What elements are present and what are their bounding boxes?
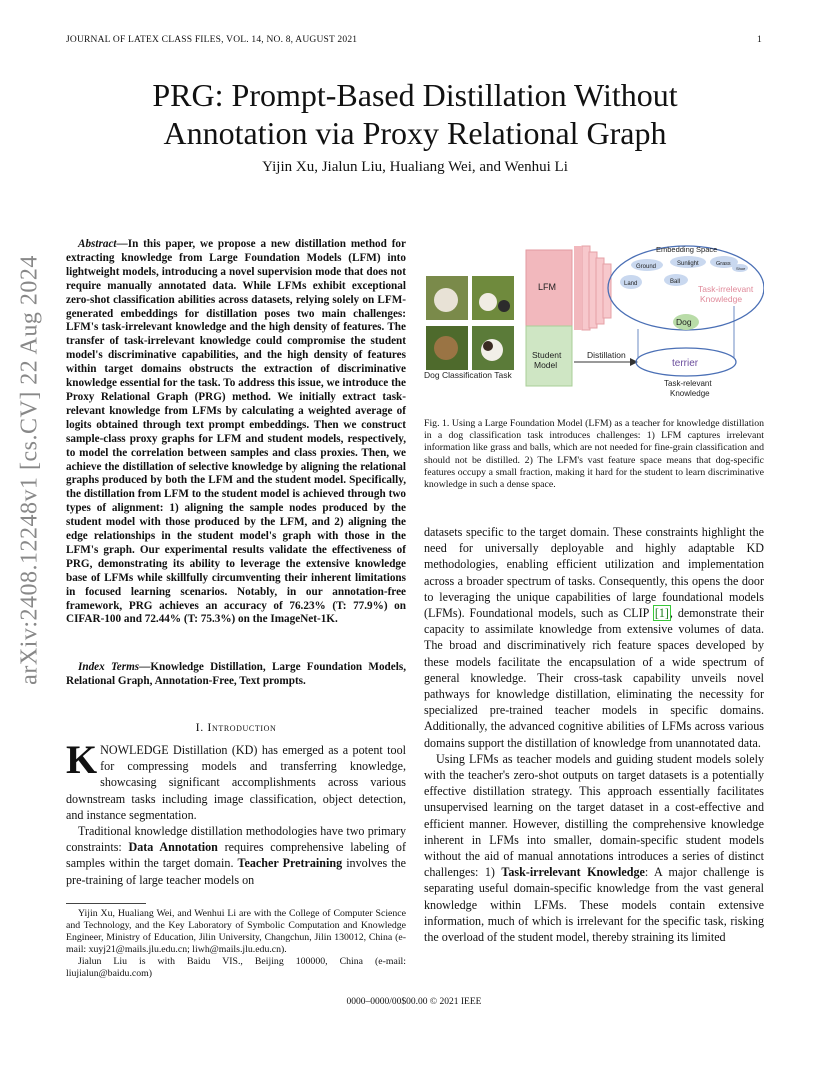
figure-1 bbox=[424, 240, 764, 405]
drop-cap: K bbox=[66, 737, 98, 782]
title-line-1: PRG: Prompt-Based Distillation Without bbox=[152, 77, 678, 113]
figure-caption bbox=[424, 418, 764, 491]
footnote-affiliation-1: Yijin Xu, Hualiang Wei, and Wenhui Li are with the College of Computer Science and Technology, and the Key Laboratory of Symbolic Computation and Knowledge Engineer, Ministry of Education, Jilin University, Changchun, Jilin 130012, China (e-mail: xuyj21@mails.jlu.edu.cn; liwh@mails.jlu.edu.cn). bbox=[66, 908, 406, 955]
footnotes bbox=[66, 908, 406, 980]
citation-link[interactable]: [1] bbox=[654, 606, 669, 621]
copyright-footer: 0000–0000/00$00.00 © 2021 IEEE bbox=[346, 997, 482, 1007]
page-number: 1 bbox=[757, 35, 762, 45]
label-distillation: Distillation bbox=[587, 350, 626, 360]
label-lfm: LFM bbox=[538, 282, 556, 292]
right-p2-part: Using LFMs as teacher models and guiding student models solely with the teacher's zero-shot outputs on target datasets is a potentially effective distillation strategy. This approach essentially facilitates unsupervised learning on the target dataset in a cost-effective and efficient manner. However, distilling the comprehensive knowledge inherent in LFMs into smaller, domain-specific student models without the aid of manual annotations introduces a series of distinct challenges: 1) bbox=[424, 751, 764, 880]
footnote-rule bbox=[66, 903, 146, 904]
author-list: Yijin Xu, Jialun Liu, Hualiang Wei, and Wenhui Li bbox=[262, 159, 568, 175]
intro-text bbox=[66, 737, 407, 888]
label-task-irrelevant-1: Task-irrelevant bbox=[698, 284, 754, 294]
label-dog: Dog bbox=[676, 317, 692, 327]
label-ball: Ball bbox=[670, 279, 681, 285]
section-title: Introduction bbox=[207, 720, 277, 734]
intro-p2-part: involves the pre-training of large teacher models on bbox=[66, 856, 407, 887]
caption-label: Fig. 1. bbox=[424, 418, 450, 429]
label-terrier: terrier bbox=[672, 358, 699, 369]
label-ground: Ground bbox=[636, 264, 657, 270]
right-p2-part: : A major challenge is separating useful domain-specific knowledge from the vast general knowledge within LFMs. These models contain extensive information, much of which is irrelevant for the specific task, risking the overload of the student model, thereby straining its limited bbox=[424, 865, 764, 945]
label-land: Land bbox=[624, 281, 638, 287]
index-terms-label: Index Terms bbox=[78, 661, 140, 673]
arxiv-stamp[interactable]: arXiv:2408.12248v1 [cs.CV] 22 Aug 2024 bbox=[16, 255, 43, 685]
term-data-annotation: Data Annotation bbox=[128, 840, 218, 855]
abstract bbox=[66, 238, 406, 627]
right-p1-part: , demonstrate their capacity to assimilate knowledge from extensive volumes of data. The broad and discriminatively rich feature spaces developed by these models facilitate the encapsulation of a wide spectrum of general knowledge. Their cross-task capability unveils novel pathways for knowledge distillation, eliminating the necessity for specialized pre-trained teacher models in specific domains. Additionally, the advanced cognitive abilities of LFMs across various domains support the distillation of knowledge from unannotated data. bbox=[424, 606, 765, 750]
running-header: JOURNAL OF LATEX CLASS FILES, VOL. 14, NO. 8, AUGUST 2021 bbox=[66, 35, 358, 45]
right-column-text bbox=[424, 524, 764, 945]
term-teacher-pretraining: Teacher Pretraining bbox=[237, 856, 343, 871]
label-dog-task: Dog Classification Task bbox=[424, 370, 512, 380]
label-shoe: Shoe bbox=[736, 266, 746, 271]
label-grass: Grass bbox=[716, 261, 731, 267]
intro-p2-part: requires comprehensive labeling of samples within the target domain. bbox=[66, 840, 407, 871]
index-terms bbox=[66, 661, 406, 689]
label-model: Model bbox=[534, 360, 558, 370]
label-task-relevant-1: Task-relevant bbox=[664, 379, 712, 388]
index-terms-text: —Knowledge Distillation, Large Foundation Models, Relational Graph, Annotation-Free, Text prompts. bbox=[66, 661, 406, 687]
label-task-relevant-2: Knowledge bbox=[670, 389, 710, 398]
arxiv-stamp-margin bbox=[0, 0, 60, 1072]
paper-title bbox=[66, 76, 764, 152]
lfm-layers bbox=[574, 246, 611, 330]
section-number: I. bbox=[195, 720, 204, 734]
title-line-2: Annotation via Proxy Relational Graph bbox=[163, 115, 667, 151]
section-heading-introduction bbox=[66, 720, 406, 735]
label-task-irrelevant-2: Knowledge bbox=[700, 294, 743, 304]
right-p1-part: datasets specific to the target domain. These constraints highlight the need for universally deployable and highly adaptable KD methodologies, enabling efficient utilization and implementation across a broader spectrum of tasks. Consequently, this opens the door to leveraging the unique capabilities of large foundational models (LFMs). Foundational models, such as CLIP bbox=[424, 525, 764, 621]
term-task-irrelevant-knowledge: Task-irrelevant Knowledge bbox=[501, 865, 645, 880]
label-embedding-space: Embedding Space bbox=[656, 245, 718, 254]
abstract-text: —In this paper, we propose a new distillation method for extracting knowledge from Large Foundation Models (LFM) into lightweight models, introducing a novel supervision mode that does not require manually annotated data. While LFMs exhibit exceptional zero-shot classification abilities across datasets, relying solely on LFM-generated embeddings for distillation poses two main challenges: LFM's task-irrelevant knowledge and the high density of features. The transfer of task-irrelevant knowledge could compromise the student model's discriminative capabilities, and the high density of features within target domains obstructs the extraction of discriminative knowledge essential for the task. To address this issue, we introduce the Proxy Relational Graph (PRG) method. We initially extract task-relevant knowledge from LFMs by calculating a weighted average of logits obtained through text prompt embeddings. Then we construct sample-class proxy graphs for LFM and student models, respectively, to model the correlation between samples and class proxies. Then, we achieve the distillation of selective knowledge by aligning the relational graphs produced by both the LFM and the student model. Specifically, the distillation from LFM to the student model is achieved through two types of alignment: 1) aligning the sample nodes produced by the student model with those produced by the LFM, and 2) aligning the edge relationships in the student model's graph with those in the LFM's graph. Our experimental results validate the effectiveness of PRG, demonstrating its ability to leverage the extensive knowledge base of LFMs while skillfully circumventing their inherent limitations in focused learning scenarios. Notably, in our annotation-free framework, PRG achieves an accuracy of 76.23% (T: 77.9%) on CIFAR-100 and 72.44% (T: 75.3%) on the ImageNet-1K. bbox=[66, 238, 406, 626]
caption-text: Using a Large Foundation Model (LFM) as a teacher for knowledge distillation in a dog classification task introduces challenges: 1) LFM captures irrelevant information like grass and balls, which are not needed for fine-grain classification and should not be distilled. 2) The LFM's vast feature space means that dog-specific features occupy a small fraction, making it hard for the student to learn discriminative knowledge in such a dense space. bbox=[424, 418, 765, 491]
intro-paragraph-1: NOWLEDGE Distillation (KD) has emerged as a potent tool for compressing models and transferring knowledge, showcasing significant accomplishments across various downstream tasks including image classification, object detection, and instance segmentation. bbox=[66, 743, 406, 822]
footnote-affiliation-2: Jialun Liu is with Baidu VIS., Beijing 100000, China (e-mail: liujialun@baidu.com) bbox=[66, 956, 406, 979]
intro-p2-part: Traditional knowledge distillation methodologies have two primary constraints: bbox=[66, 824, 406, 855]
abstract-label: Abstract bbox=[78, 238, 117, 250]
label-student: Student bbox=[532, 350, 562, 360]
figure-diagram bbox=[424, 240, 764, 405]
label-sunlight: Sunlight bbox=[677, 261, 699, 267]
